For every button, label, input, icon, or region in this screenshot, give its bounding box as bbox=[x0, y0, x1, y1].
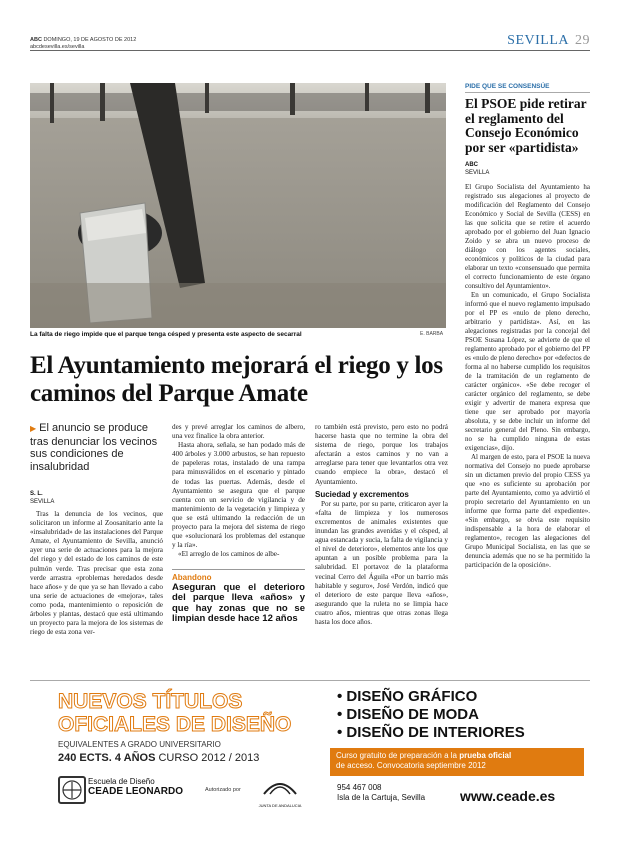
page-number: 29 bbox=[575, 33, 590, 48]
ad-program-item: • DISEÑO DE MODA bbox=[337, 706, 479, 723]
website: abcdesevilla.es/sevilla bbox=[30, 44, 85, 50]
issue-date: DOMINGO, 19 DE AGOSTO DE 2012 bbox=[43, 37, 137, 43]
article-headline: El Ayuntamiento mejorará el riego y los caminos del Parque Amate bbox=[30, 352, 443, 407]
ad-contact bbox=[337, 783, 425, 803]
ad-title-line-1: NUEVOS TÍTULOS bbox=[58, 690, 243, 713]
article-subhead bbox=[30, 422, 162, 473]
byline-city: SEVILLA bbox=[30, 499, 55, 505]
sidebar-paragraph: Al margen de esto, para el PSOE la nueva normativa del Consejo no puede aprobarse sin un dictamen previo del propio CESS ya que «no es suficiente su aprobación por parte del Ayuntamiento, como ya advirtió el propio secretario del Ayuntamiento en un informe que forma parte del expediente». «Sin embargo, se obvia este requisito indispensable a la hora de elaborar el reglamento», recogen las alegaciones del Grupo Municipal Socialista, en las que se denuncia además que no se ha permitido la participación de la oposición». bbox=[465, 453, 590, 569]
ad-website: www.ceade.es bbox=[460, 788, 556, 804]
leonardo-logo-icon bbox=[58, 776, 86, 804]
section-name: SEVILLA bbox=[507, 33, 569, 48]
article-column-3 bbox=[315, 423, 448, 627]
subhead-text: El anuncio se produce tras denunciar los vecinos sus condiciones de insalubridad bbox=[30, 422, 158, 473]
sidebar-byline-city: SEVILLA bbox=[465, 170, 490, 176]
column-1-paragraph: Tras la denuncia de los vecinos, que solicitaron un informe al Zoosanitario ante la «insalubridad» de las instalaciones del Parque Amate, el Ayuntamiento de Sevilla, anunció ayer una serie de actuaciones para la mejora del riego y del estado de los caminos de este pulmón verde. Tras precisar que esta zona verde arrastra «problemas heredados desde hace años» y de que ya se han llevado a cabo una serie de actuaciones de «mejora», tales como poda, mantenimiento o reposición de árboles y plantas, destacó que está ultimando un proyecto para la mejora de los sistemas de riego de esta zona ver- bbox=[30, 510, 163, 637]
ad-school-name bbox=[88, 777, 183, 797]
ad-title-line-2: OFICIALES DE DISEÑO bbox=[58, 713, 292, 736]
ad-school-line-2: CEADE LEONARDO bbox=[88, 786, 184, 797]
column-2-paragraph: Hasta ahora, señala, se han podado más de 400 árboles y 3.000 arbustos, se han repuesto de papeleras rotas, instalado de una rampa para minusválidos en el escenario y pintado de todas las puertas. Además, desde el Ayuntamiento se asegura que el parque cuenta con un servicio de vigilancia y de mantenimiento de la vegetación y limpieza y que se está ultimando la redacción de un proyecto para la mejora del sistema de riego que «solucionará los problemas del estanque y la ría». bbox=[172, 441, 305, 550]
ad-box-bold: prueba oficial bbox=[459, 751, 512, 760]
sidebar-kicker: PIDE QUE SE CONSENSÚE bbox=[465, 83, 590, 93]
triangle-bullet-icon: ▶ bbox=[30, 424, 37, 433]
junta-label: JUNTA DE ANDALUCIA bbox=[258, 803, 302, 808]
pull-quote-kicker: Abandono bbox=[172, 573, 212, 583]
ad-course-info bbox=[58, 752, 259, 764]
sidebar-paragraph: En un comunicado, el Grupo Socialista informó que el nuevo reglamento impulsado por el PP es «nulo de pleno derecho, arbitrario y partidista». Así, en las alegaciones registradas por la concejal del PSOE Susana López, se advierte de que el reglamento aprobado por el gobierno del PP es «nulo de pleno derecho» por «defectos de forma al no haberse cumplido los requisitos de la tramitación de un reglamento de carácter orgánico». «Se debe recoger el carácter orgánico del reglamento, se debe exigir y advertir de manera expresa que tiene que ser aprobado por mayoría absoluta, y se debe incluir un informe del secretario general del Pleno. Sin embargo, no se ha cumplido ninguna de estas exigencias», dijo. bbox=[465, 291, 590, 452]
ad-authorized: Autorizado por bbox=[205, 787, 241, 793]
column-3-paragraph: Por su parte, por su parte, criticaron ayer la «falta de limpieza y los numerosos excrementos de animales existentes que inundan las grandes avenidas y el césped, al agua estancada y sucia, la falta de vigilancia y el nivel de deterioro», elementos ante los que apuntan a un posible problema para la salubridad. El portavoz de la plataforma vecinal Cerro del Águila «Por un barrio más habitable y seguro», José Verdón, indicó que el deterioro de este parque lleva «años», asegurando que la ruleta no se limpia hace cuatro años, mientras que otras zonas llega hasta los doce años. bbox=[315, 499, 448, 626]
section-header bbox=[507, 33, 590, 49]
ad-equivalence: EQUIVALENTES A GRADO UNIVERSITARIO bbox=[58, 740, 221, 749]
vitruvian-icon bbox=[60, 778, 84, 802]
park-photo-illustration bbox=[30, 83, 446, 328]
article-byline bbox=[30, 490, 163, 506]
ad-address: Isla de la Cartuja, Sevilla bbox=[337, 793, 426, 802]
column-3-paragraph: ro también está previsto, pero esto no podrá hacerse hasta que no termine la obra del sistema de riego, porque los trabajos afectarán a estos caminos y no van a arreglarse para tener que levantarlos otra vez cuando empiece la obra», destacó el Ayuntamiento. bbox=[315, 423, 448, 486]
sidebar-byline bbox=[465, 161, 590, 177]
pull-quote: Aseguran que el deterioro del parque lleva «años» y que hay zonas que no se limpian desde hace 12 años bbox=[172, 581, 305, 624]
junta-logo-icon bbox=[258, 776, 302, 798]
pull-quote-box bbox=[172, 569, 305, 624]
sidebar-headline: El PSOE pide retirar el reglamento del Consejo Económico por ser «partidista» bbox=[465, 96, 587, 155]
sidebar-byline-author: ABC bbox=[465, 162, 478, 168]
ad-phone-number: 954 467 008 bbox=[337, 783, 382, 792]
ad-box-text: Curso gratuito de preparación a la bbox=[336, 751, 457, 760]
byline-author: S. L. bbox=[30, 491, 43, 497]
article-column-1 bbox=[30, 490, 163, 637]
ad-ects: 240 ECTS. 4 AÑOS bbox=[58, 752, 156, 764]
park-photo bbox=[30, 83, 446, 328]
junta-andalucia-logo bbox=[258, 776, 302, 808]
sidebar-paragraph: El Grupo Socialista del Ayuntamiento ha registrado sus alegaciones al proyecto de modificación del Reglamento del Consejo Económico y Social de Sevilla (CESS) en las que solicita que se retire el acuerdo aprobado por el gobierno del Juan Ignacio Zoido y se abra un nuevo proceso de diálogo con los agentes sociales, económicos y políticos de la ciudad para elaborar un texto «consensuado que permita el correcto funcionamiento de este órgano consultivo del Ayuntamiento». bbox=[465, 183, 590, 290]
ad-course: CURSO 2012 / 2013 bbox=[158, 752, 260, 764]
header-rule bbox=[30, 50, 590, 51]
ad-program-item: • DISEÑO GRÁFICO bbox=[337, 688, 478, 705]
ad-program-item: • DISEÑO DE INTERIORES bbox=[337, 724, 525, 741]
column-1-body bbox=[30, 510, 163, 637]
ad-promo-box bbox=[330, 748, 584, 776]
photo-credit: E. BARBA bbox=[420, 331, 444, 337]
column-2-paragraph: des y prevé arreglar los caminos de albero, una vez finalice la obra anterior. bbox=[172, 423, 305, 441]
ad-school-line-1: Escuela de Diseño bbox=[88, 777, 155, 786]
sidebar-article bbox=[465, 83, 590, 570]
column-3-subheading: Suciedad y excrementos bbox=[315, 489, 409, 499]
photo-caption: La falta de riego impide que el parque tenga césped y presenta este aspecto de secarral bbox=[30, 331, 302, 338]
page-header-info bbox=[30, 37, 136, 51]
sidebar-body bbox=[465, 183, 590, 570]
ad-programs-list bbox=[337, 688, 525, 742]
ad-box-text-2: de acceso. Convocatoria septiembre 2012 bbox=[336, 761, 486, 770]
article-column-2 bbox=[172, 423, 305, 625]
column-2-paragraph: «El arreglo de los caminos de albe- bbox=[178, 550, 280, 559]
ad-title bbox=[58, 690, 291, 736]
publication-name: ABC bbox=[30, 37, 42, 43]
